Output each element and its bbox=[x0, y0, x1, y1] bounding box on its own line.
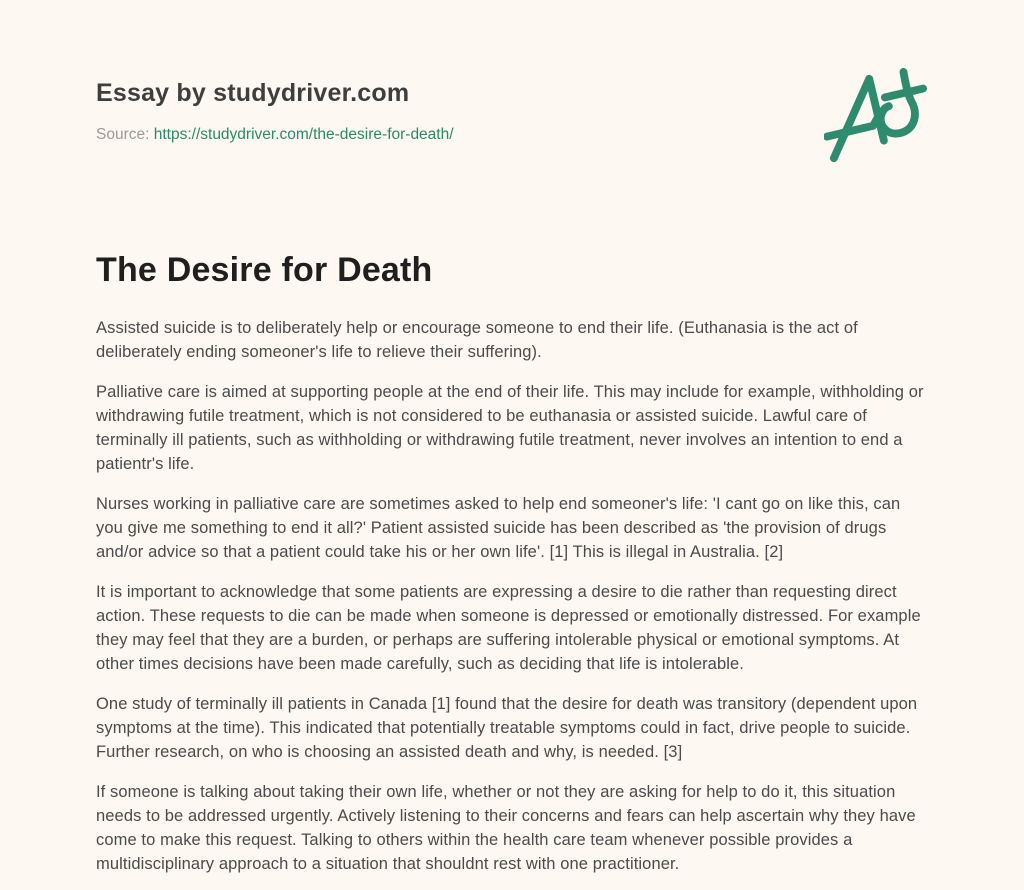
article-paragraph: Nurses working in palliative care are sometimes asked to help end someoner's life: 'I cant go on like this, can you give me something to end it all?' Patient assisted suicide has been described as 'the provision of drugs and/or advice so that a patient could take his or her own life'. [1] This is illegal in Australia. [2] bbox=[96, 495, 901, 561]
article-paragraph: It is important to acknowledge that some patients are expressing a desire to die rather than requesting direct action. These requests to die can be made when someone is depressed or emotionally distressed. For example they may feel that they are a burden, or perhaps are suffering intolerable physical or emotional symptoms. At other times decisions have been made carefully, such as deciding that life is intolerable. bbox=[96, 583, 921, 673]
article-title: The Desire for Death bbox=[96, 251, 433, 289]
article-paragraph: Assisted suicide is to deliberately help or encourage someone to end their life. (Euthanasia is the act of deliberately ending someoner's life to relieve their suffering). bbox=[96, 319, 858, 361]
article bbox=[96, 250, 928, 876]
a-plus-logo-icon bbox=[824, 68, 932, 166]
article-paragraph: Palliative care is aimed at supporting people at the end of their life. This may include for example, withholding or withdrawing futile treatment, which is not considered to be euthanasia or assisted suicide. Lawful care of terminally ill patients, such as withholding or withdrawing futile treatment, never involves an intention to end a patientr's life. bbox=[96, 383, 924, 473]
article-paragraph: One study of terminally ill patients in Canada [1] found that the desire for death was transitory (dependent upon symptoms at the time). This indicated that potentially treatable symptoms could in fact, drive people to suicide. Further research, on who is choosing an assisted death and why, is needed. [3] bbox=[96, 695, 918, 761]
source-line bbox=[96, 125, 928, 145]
source-label: Source: bbox=[96, 126, 150, 143]
article-paragraph: If someone is talking about taking their own life, whether or not they are asking for help to do it, this situation needs to be addressed urgently. Actively listening to their concerns and fears can help ascertain why they have come to make this request. Talking to others within the health care team whenever possible provides a multidisciplinary approach to a situation that shouldnt rest with one practitioner. bbox=[96, 783, 916, 873]
header-title: Essay by studydriver.com bbox=[96, 79, 410, 107]
page-header bbox=[96, 78, 928, 145]
source-link[interactable]: https://studydriver.com/the-desire-for-death/ bbox=[153, 126, 454, 143]
